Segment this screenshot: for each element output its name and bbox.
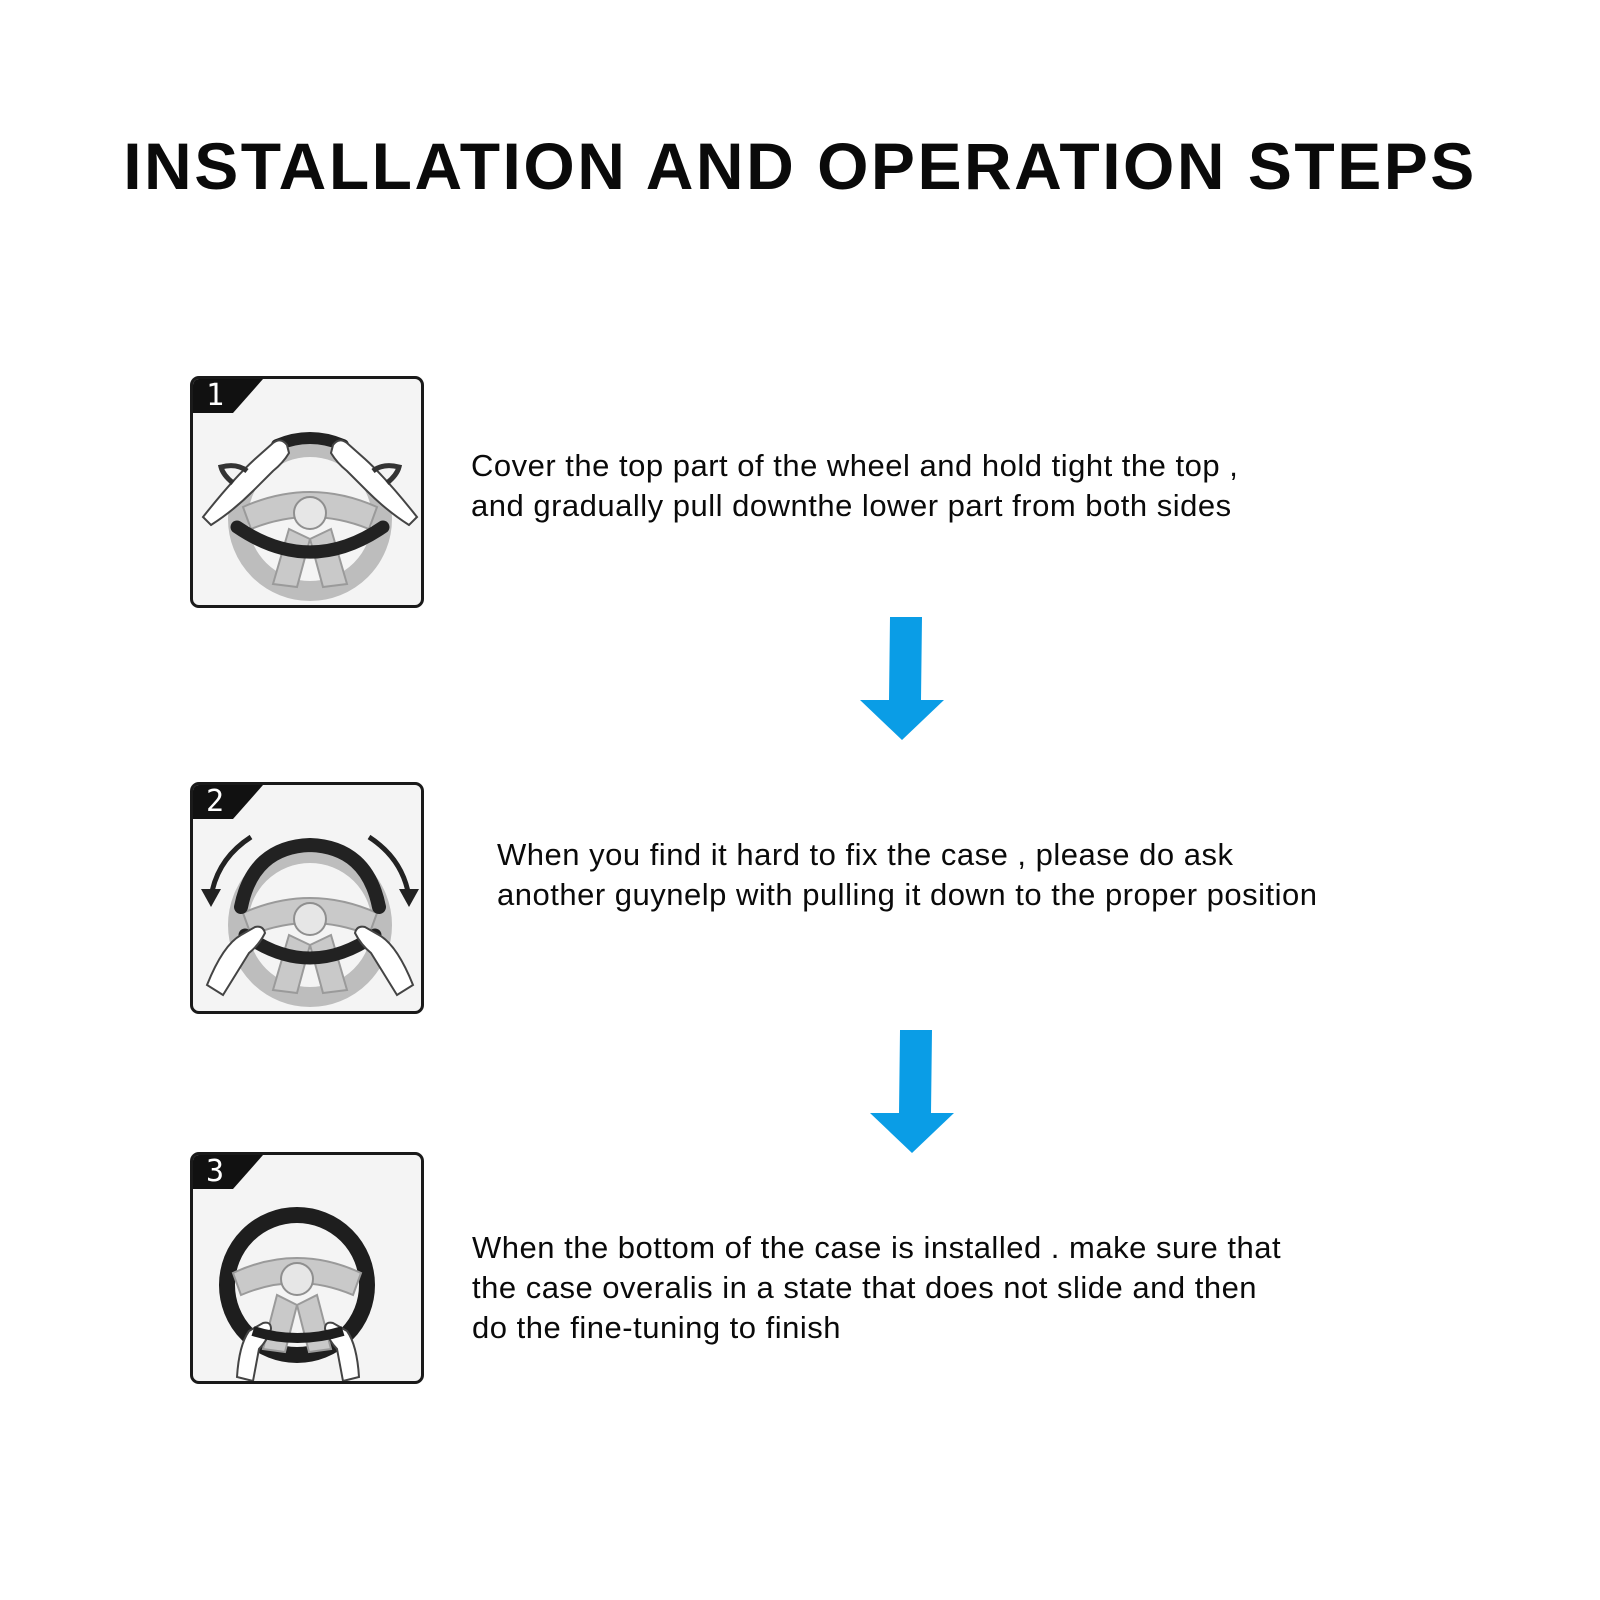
step-3-illustration — [190, 1152, 424, 1384]
step-2-text — [497, 835, 1318, 915]
step-3-line-1: When the bottom of the case is installed . make sure that — [472, 1230, 1282, 1265]
step-number: 1 — [206, 378, 225, 413]
step-2-line-2: another guynelp with pulling it down to the proper position — [497, 877, 1318, 912]
step-2-line-1: When you find it hard to fix the case , please do ask — [497, 837, 1234, 872]
steering-wheel-illustration — [193, 1155, 424, 1384]
step-badge — [193, 379, 265, 413]
step-3-line-3: do the fine-tuning to finish — [472, 1310, 842, 1345]
step-1-line-1: Cover the top part of the wheel and hold tight the top , — [471, 448, 1239, 483]
step-3-line-2: the case overalis in a state that does not slide and then — [472, 1270, 1258, 1305]
step-1-line-2: and gradually pull downthe lower part from both sides — [471, 488, 1232, 523]
step-badge — [193, 785, 265, 819]
step-1-illustration — [190, 376, 424, 608]
down-arrow-icon — [860, 617, 946, 741]
step-number: 2 — [206, 784, 225, 819]
step-2-illustration — [190, 782, 424, 1014]
page-title: INSTALLATION AND OPERATION STEPS — [123, 129, 1477, 203]
step-badge — [193, 1155, 265, 1189]
step-3-text — [472, 1228, 1281, 1348]
step-1-text — [471, 446, 1238, 526]
steering-wheel-illustration — [193, 785, 424, 1014]
steering-wheel-illustration — [193, 379, 424, 608]
step-number: 3 — [206, 1154, 225, 1189]
down-arrow-icon — [870, 1030, 956, 1154]
